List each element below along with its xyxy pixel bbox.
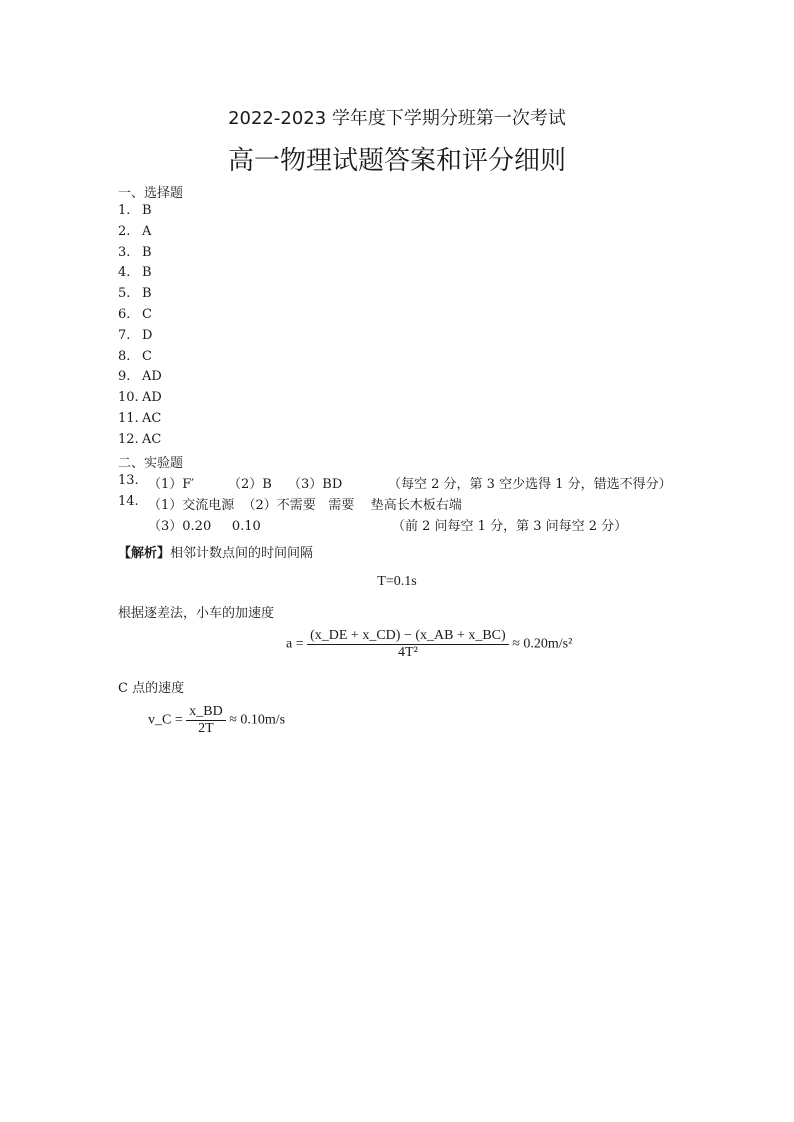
- answer-row: [118, 286, 152, 301]
- answer-choice: AD: [142, 369, 162, 385]
- eq2-rhs: ≈ 0.20m/s²: [512, 636, 573, 652]
- analysis-text1: 相邻计数点间的时间间隔: [170, 546, 314, 561]
- answer-row: [118, 411, 161, 426]
- q13-part3: （3）BD: [288, 477, 343, 492]
- answer-choice: C: [142, 348, 152, 364]
- answer-number: 11.: [118, 411, 139, 426]
- answer-row: [118, 224, 151, 239]
- answer-number: 4.: [118, 265, 131, 281]
- eq2-lhs: a =: [286, 636, 304, 652]
- q14-number: 14.: [118, 494, 139, 509]
- answer-number: 12.: [118, 431, 139, 447]
- q14-scoring-note: （前 2 问每空 1 分，第 3 问每空 2 分）: [392, 519, 628, 534]
- equation-period: T=0.1s: [377, 574, 417, 589]
- answer-choice: AC: [142, 411, 162, 426]
- analysis-text2: 根据逐差法，小车的加速度: [118, 606, 275, 621]
- answer-choice: B: [142, 286, 152, 302]
- equation-velocity: [148, 704, 285, 737]
- equation-acceleration: [286, 628, 572, 661]
- q13-part1: （1）F′: [148, 477, 195, 492]
- answer-number: 7.: [118, 327, 131, 343]
- eq2-denominator: 4T²: [398, 645, 418, 660]
- answer-choice: AC: [142, 431, 162, 447]
- document-title: 高一物理试题答案和评分细则: [227, 146, 566, 176]
- answer-choice: AD: [142, 390, 162, 406]
- answer-row: [118, 203, 152, 218]
- eq3-numerator: x_BD: [186, 704, 225, 721]
- eq3-rhs: ≈ 0.10m/s: [229, 712, 286, 728]
- answer-choice: B: [142, 203, 152, 218]
- answer-choice: B: [142, 244, 152, 260]
- answer-row: [118, 307, 152, 322]
- answer-number: 5.: [118, 286, 131, 302]
- eq3-fraction: [186, 704, 225, 737]
- answer-number: 8.: [118, 348, 131, 364]
- q13-number: 13.: [118, 473, 139, 488]
- answer-row: [118, 432, 161, 447]
- q13-scoring-note: （每空 2 分，第 3 空少选得 1 分，错选不得分）: [388, 477, 672, 492]
- section2-heading: 二、实验题: [118, 456, 184, 471]
- q14-line1: （1）交流电源 （2）不需要 需要 垫高长木板右端: [148, 498, 462, 513]
- answer-row: [118, 265, 152, 280]
- eq3-lhs: v_C =: [148, 712, 183, 728]
- eq2-fraction: [307, 628, 509, 661]
- answer-choice: D: [142, 327, 153, 343]
- answer-choice: A: [142, 223, 152, 239]
- answer-row: [118, 328, 152, 343]
- answer-number: 6.: [118, 307, 131, 322]
- answer-number: 9.: [118, 369, 131, 385]
- answer-choice: C: [142, 307, 152, 322]
- answer-row: [118, 390, 162, 405]
- analysis-paragraph: [118, 542, 313, 561]
- section1-heading: 一、选择题: [118, 186, 184, 201]
- q13-part2: （2）B: [228, 477, 272, 492]
- analysis-text3: C 点的速度: [118, 681, 185, 696]
- exam-title: 2022-2023 学年度下学期分班第一次考试: [228, 108, 566, 129]
- q14-line2: （3）0.20 0.10: [148, 519, 261, 534]
- answer-number: 3.: [118, 244, 131, 260]
- analysis-label: 【解析】: [118, 546, 171, 561]
- answer-row: [118, 349, 152, 364]
- eq3-denominator: 2T: [198, 721, 214, 736]
- answer-number: 1.: [118, 203, 131, 218]
- answer-number: 10.: [118, 390, 139, 406]
- eq2-numerator: (x_DE + x_CD) − (x_AB + x_BC): [307, 628, 509, 645]
- answer-choice: B: [142, 265, 152, 281]
- answer-row: [118, 245, 152, 260]
- answer-row: [118, 369, 162, 384]
- answer-number: 2.: [118, 223, 131, 239]
